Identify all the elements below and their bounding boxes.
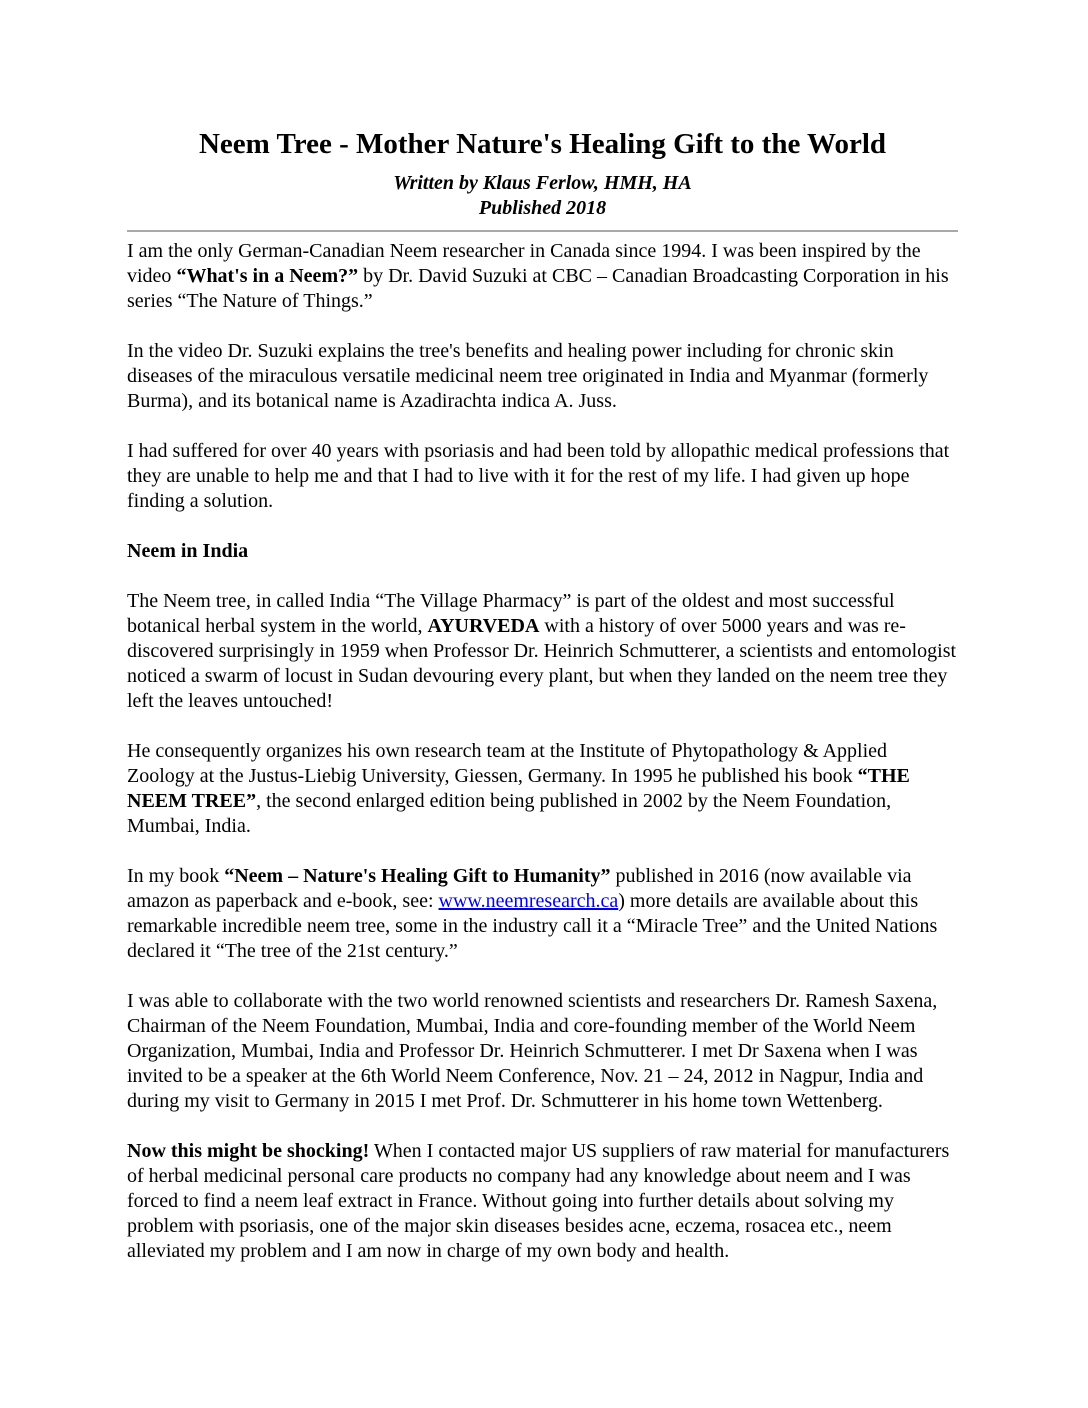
author-byline: Written by Klaus Ferlow, HMH, HA: [393, 172, 692, 194]
bold-text-run: “What's in a Neem?”: [176, 265, 359, 287]
text-run: In the video Dr. Suzuki explains the tree's benefits and healing power including for chronic skin diseases of the miraculous versatile medicinal neem tree originated in India and Myanmar (formerly Burma), and its botanical name is Azadirachta indica A. Juss.: [127, 340, 929, 412]
text-run: ) more details are available about this remarkable incredible neem tree, some in the industry call it a “Miracle Tree” and the United Nations declared it “The tree of the 21st century.”: [127, 890, 938, 962]
paragraph: [127, 739, 958, 839]
bold-text-run: “Neem – Nature's Healing Gift to Humanity”: [224, 865, 611, 887]
divider: [127, 230, 958, 232]
text-run: I was able to collaborate with the two world renowned scientists and researchers Dr. Ramesh Saxena, Chairman of the Neem Foundation, Mumbai, India and core-founding member of the World Neem Organization, Mumbai, India and Professor Dr. Heinrich Schmutterer. I met Dr Saxena when I was invited to be a speaker at the 6th World Neem Conference, Nov. 21 – 24, 2012 in Nagpur, India and during my visit to Germany in 2015 I met Prof. Dr. Schmutterer in his home town Wettenberg.: [127, 990, 938, 1112]
section-heading: [127, 539, 958, 564]
document-title: Neem Tree - Mother Nature's Healing Gift to the World: [198, 128, 887, 160]
text-run: I am the only German-Canadian Neem researcher in Canada since 1994. I was been inspired by the video: [127, 240, 921, 287]
bold-text-run: “THE NEEM TREE”: [127, 765, 910, 812]
text-run: When I contacted major US suppliers of raw material for manufacturers of herbal medicinal personal care products no company had any knowledge about neem and I was forced to find a neem leaf extract in France. Without going into further details about solving my problem with psoriasis, one of the major skin diseases besides acne, eczema, rosacea etc., neem alleviated my problem and I am now in charge of my own body and health.: [127, 1140, 950, 1262]
text-run: He consequently organizes his own research team at the Institute of Phytopathology & Applied Zoology at the Justus-Liebig University, Giessen, Germany. In 1995 he published his book: [127, 740, 888, 787]
paragraph: [127, 589, 958, 714]
text-run: , the second enlarged edition being published in 2002 by the Neem Foundation, Mumbai, India.: [127, 790, 892, 837]
text-run: published in 2016 (now available via amazon as paperback and e-book, see:: [127, 865, 912, 912]
article-body: [127, 239, 958, 1264]
text-run: with a history of over 5000 years and was re-discovered surprisingly in 1959 when Professor Dr. Heinrich Schmutterer, a scientists and entomologist noticed a swarm of locust in Sudan devouring every plant, but when they landed on the neem tree they left the leaves untouched!: [127, 615, 957, 712]
paragraph: [127, 1139, 958, 1264]
text-run: In my book: [127, 865, 225, 887]
text-run: The Neem tree, in called India “The Village Pharmacy” is part of the oldest and most successful botanical herbal system in the world,: [127, 590, 895, 637]
bold-text-run: Now this might be shocking!: [127, 1140, 370, 1162]
bold-text-run: Neem in India: [127, 540, 249, 562]
paragraph: [127, 864, 958, 964]
paragraph: [127, 339, 958, 414]
text-run: by Dr. David Suzuki at CBC – Canadian Broadcasting Corporation in his series “The Nature of Things.”: [127, 265, 949, 312]
published-date: Published 2018: [478, 197, 607, 219]
bold-text-run: AYURVEDA: [427, 615, 540, 637]
paragraph: [127, 989, 958, 1114]
paragraph: [127, 239, 958, 314]
neemresearch-link[interactable]: www.neemresearch.ca: [438, 890, 619, 912]
text-run: I had suffered for over 40 years with psoriasis and had been told by allopathic medical professions that they are unable to help me and that I had to live with it for the rest of my life. I had given up hope finding a solution.: [127, 440, 950, 512]
paragraph: [127, 439, 958, 514]
